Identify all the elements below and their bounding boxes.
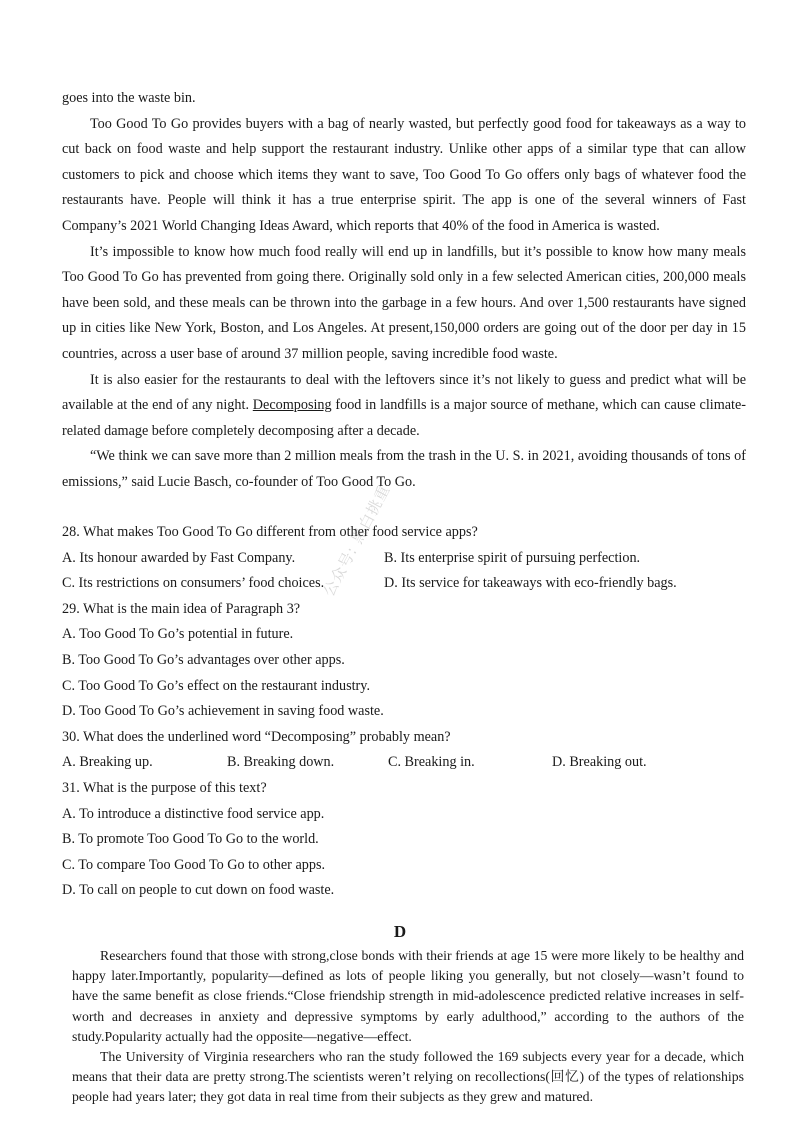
question-stem: 31. What is the purpose of this text?	[62, 779, 267, 796]
passage-paragraph: Too Good To Go provides buyers with a bag of nearly wasted, but perfectly good food for takeaways as a way to cut back on food waste and help support the restaurant industry. Unlike other apps of a similar type that can allow customers to pick and choose which items they want to save, Too Good To Go offers only bags of whatever food the restaurants have. People will think it has a true enterprise spirit. The app is one of the several winners of Fast Company’s 2021 World Changing Ideas Award, which reports that 40% of the food in America is wasted.	[62, 115, 746, 234]
section-title: D	[393, 922, 407, 941]
paragraph-text: food in landfills is a major source of methane, which can cause climate-related damage before completely decomposing after a decade.	[62, 397, 746, 439]
option-c: C. Too Good To Go’s effect on the restaurant industry.	[62, 677, 370, 694]
passage-paragraph: The University of Virginia researchers who ran the study followed the 169 subjects every year for a decade, which means that their data are pretty strong.The scientists weren’t relying on recollections(回忆) of the types of relationships people had years later; they got data in real time from their subjects as they grew and matured.	[72, 1049, 744, 1105]
option-a: A. To introduce a distinctive food service app.	[62, 805, 325, 822]
passage-paragraph	[62, 368, 746, 445]
option-b: B. Breaking down.	[227, 754, 335, 771]
underlined-word: Decomposing	[252, 397, 332, 414]
question-list	[62, 520, 746, 904]
question-stem: 30. What does the underlined word “Decomposing” probably mean?	[62, 728, 451, 745]
option-a: A. Its honour awarded by Fast Company.	[62, 549, 296, 566]
option-row	[62, 750, 746, 776]
passage-paragraph: It’s impossible to know how much food really will end up in landfills, but it’s possible to know how many meals Too Good To Go has prevented from going there. Originally sold only in a few selected American cities, 200,000 meals have been sold, and these meals can be thrown into the garbage in a few hours. And over 1,500 restaurants have signed up in cities like New York, Boston, and Los Angeles. At present,150,000 orders are going out of the door per day in 15 countries, across a user base of around 37 million people, saving incredible food waste.	[62, 243, 746, 362]
option-c: C. Its restrictions on consumers’ food choices.	[62, 575, 325, 592]
option-b: B. Its enterprise spirit of pursuing perfection.	[384, 549, 641, 566]
passage-paragraph: “We think we can save more than 2 million meals from the trash in the U. S. in 2021, avoiding thousands of tons of emissions,” said Lucie Basch, co-founder of Too Good To Go.	[62, 448, 746, 490]
option-d: D. Breaking out.	[552, 754, 647, 771]
option-row	[62, 546, 746, 572]
question-stem: 29. What is the main idea of Paragraph 3?	[62, 600, 301, 617]
option-c: C. Breaking in.	[388, 754, 475, 771]
option-row	[62, 571, 746, 597]
option-c: C. To compare Too Good To Go to other apps.	[62, 856, 326, 873]
passage-paragraph: Researchers found that those with strong,close bonds with their friends at age 15 were more likely to be healthy and happy later.Importantly, popularity—defined as lots of people liking you generally, but not closely—wasn’t found to have the same benefit as close friends.“Close friendship strength in mid-adolescence predicted relative increases in self-worth and decreases in anxiety and depressive symptoms by early adulthood,” according to the authors of the study.Popularity actually had the opposite—negative—effect.	[72, 948, 744, 1044]
option-d: D. Too Good To Go’s achievement in saving food waste.	[62, 703, 384, 720]
option-a: A. Breaking up.	[62, 754, 153, 771]
option-d: D. To call on people to cut down on food waste.	[62, 882, 335, 899]
passage-c	[62, 86, 746, 496]
option-b: B. Too Good To Go’s advantages over other apps.	[62, 651, 345, 668]
question-stem: 28. What makes Too Good To Go different from other food service apps?	[62, 524, 478, 540]
option-b: B. To promote Too Good To Go to the world.	[62, 831, 319, 848]
watermark: 公众号: 黑白挑重	[319, 481, 394, 600]
passage-paragraph: goes into the waste bin.	[62, 90, 196, 106]
option-a: A. Too Good To Go’s potential in future.	[62, 626, 294, 643]
paragraph-text: It is also easier for the restaurants to deal with the leftovers since it’s not likely to guess and predict what will be available at the end of any night.	[62, 371, 746, 414]
passage-d	[72, 946, 744, 1108]
option-d: D. Its service for takeaways with eco-friendly bags.	[384, 575, 677, 592]
